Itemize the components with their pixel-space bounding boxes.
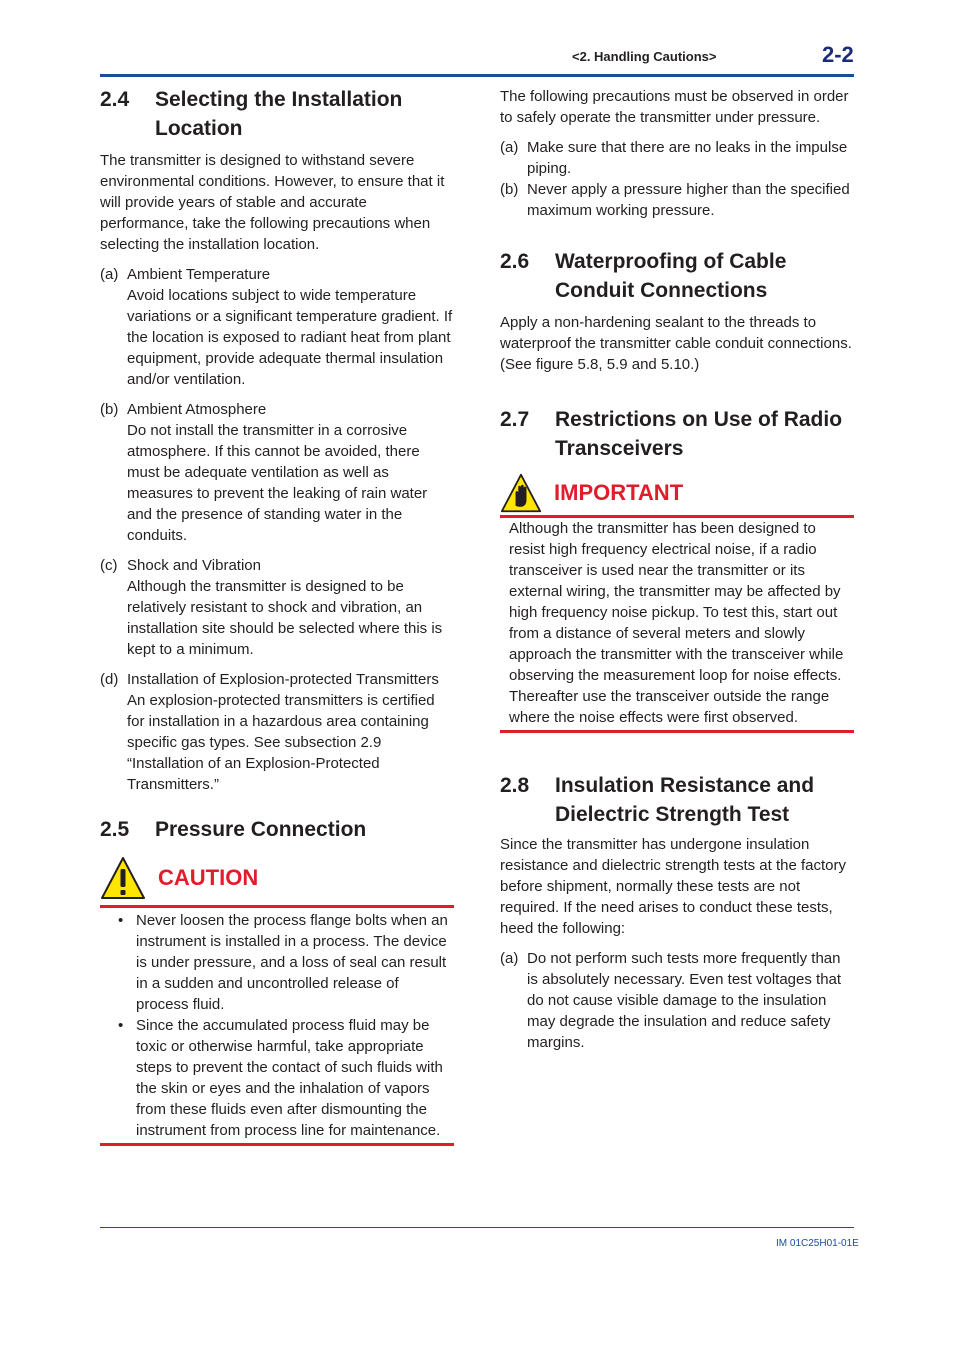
section-number: 2.5 [100,818,130,841]
list-item [100,399,454,546]
list-item-text: Make sure that there are no leaks in the impulse piping. [527,139,848,177]
list-marker: (a) [100,266,119,283]
page-number: 2-2 [822,42,854,67]
bullet-text: Never loosen the process flange bolts when an instrument is installed in a process. The device is under pressure, and a loss of seal can result in a sudden and uncontrolled release of process fluid. [136,912,448,1013]
list-item-text: Although the transmitter is designed to be relatively resistant to shock and vibration, an installation site should be selected where this is kept to a minimum. [127,578,443,658]
important-bottom-rule [500,730,854,733]
hand-warning-icon [500,471,542,515]
section-title: Selecting the Installation Location [155,88,403,140]
section-2-6-text: Apply a non-hardening sealant to the threads to waterproof the transmitter cable conduit connections. (See figure 5.8, 5.9 and 5.10.) [500,314,852,373]
bullet-marker: • [118,1017,124,1034]
left-column [100,85,454,1146]
list-marker: (b) [100,401,119,418]
caution-header [100,854,454,902]
list-marker: (a) [500,139,519,156]
footer-rule [100,1227,854,1228]
section-title: Pressure Connection [155,818,367,841]
section-2-5-heading [100,815,454,844]
right-column [500,86,854,1053]
section-2-4-intro: The transmitter is designed to withstand severe environmental conditions. However, to ensure that it will provide years of stable and accurate performance, take the following precautions when selecting the installation location. [100,152,445,253]
bullet-item [100,1015,454,1141]
list-item-title: Ambient Temperature [127,266,271,283]
section-2-8-text: Since the transmitter has undergone insulation resistance and dielectric strength tests at the factory before shipment, normally these tests are not required. If the need arises to conduct these tests, heed the following: [500,836,847,937]
caution-bottom-rule [100,1143,454,1146]
list-item [500,948,854,1053]
section-number: 2.7 [500,408,530,431]
important-text: Although the transmitter has been designed to resist high frequency electrical noise, if a radio transceiver is used near the transmitter or its external wiring, the transmitter may be affected by high frequency noise pickup. To test this, start out from a distance of several meters and slowly approach the transmitter with the transceiver while observing the measurement loop for noise effects. Thereafter use the transceiver outside the range where the noise effects were first observed. [509,520,844,726]
list-marker: (a) [500,950,519,967]
section-2-6-heading [500,247,854,305]
list-marker: (c) [100,557,118,574]
list-item-text: Do not install the transmitter in a corrosive atmosphere. If this cannot be avoided, there must be adequate ventilation as well as measures to prevent the leaking of rain water and the presence of standing water in the conduits. [127,422,428,544]
document-id: IM 01C25H01-01E [776,1238,859,1249]
list-item [500,179,854,221]
list-item-text: Never apply a pressure higher than the specified maximum working pressure. [527,181,850,219]
list-item-text: Avoid locations subject to wide temperature variations or a significant temperature gradient. If the location is exposed to radiant heat from plant equipment, provide adequate thermal insulation and/or ventilation. [127,287,453,388]
caution-label: CAUTION [158,865,259,890]
section-2-8-heading [500,771,854,829]
list-marker: (d) [100,671,119,688]
list-item [100,669,454,795]
list-item [100,555,454,660]
caution-body [100,908,454,1143]
warning-triangle-icon [100,856,146,900]
list-item [500,137,854,179]
section-number: 2.4 [100,88,130,111]
section-number: 2.8 [500,774,530,797]
section-title: Waterproofing of Cable Conduit Connections [555,250,787,302]
list-item [100,264,454,390]
header-rule [100,74,854,77]
bullet-item [100,910,454,1015]
pressure-precautions-intro: The following precautions must be observed in order to safely operate the transmitter under pressure. [500,88,849,126]
list-item-title: Shock and Vibration [127,557,261,574]
list-item-title: Installation of Explosion-protected Transmitters [127,671,439,688]
list-item-text: Do not perform such tests more frequently than is absolutely necessary. Even test voltages that do not cause visible damage to the insulation may degrade the insulation and reduce safety margins. [527,950,842,1051]
section-title: Restrictions on Use of Radio Transceivers [555,408,843,460]
list-item-text: An explosion-protected transmitters is certified for installation in a hazardous area containing specific gas types. See subsection 2.9 “Installation of an Explosion-Protected Transmitters.” [127,692,435,793]
section-2-4-heading [100,85,454,143]
important-label: IMPORTANT [554,480,684,505]
section-2-7-heading [500,405,854,463]
important-body [500,518,854,730]
section-title: Insulation Resistance and Dielectric Strength Test [555,774,815,826]
bullet-marker: • [118,912,124,929]
list-item-title: Ambient Atmosphere [127,401,267,418]
important-header [500,469,854,517]
running-header-section: <2. Handling Cautions> [572,49,717,64]
section-number: 2.6 [500,250,530,273]
bullet-text: Since the accumulated process fluid may be toxic or otherwise harmful, take appropriate steps to prevent the contact of such fluids with the skin or eyes and the inhalation of vapors from these fluids even after dismounting the instrument from process line for maintenance. [136,1017,443,1139]
list-marker: (b) [500,181,519,198]
